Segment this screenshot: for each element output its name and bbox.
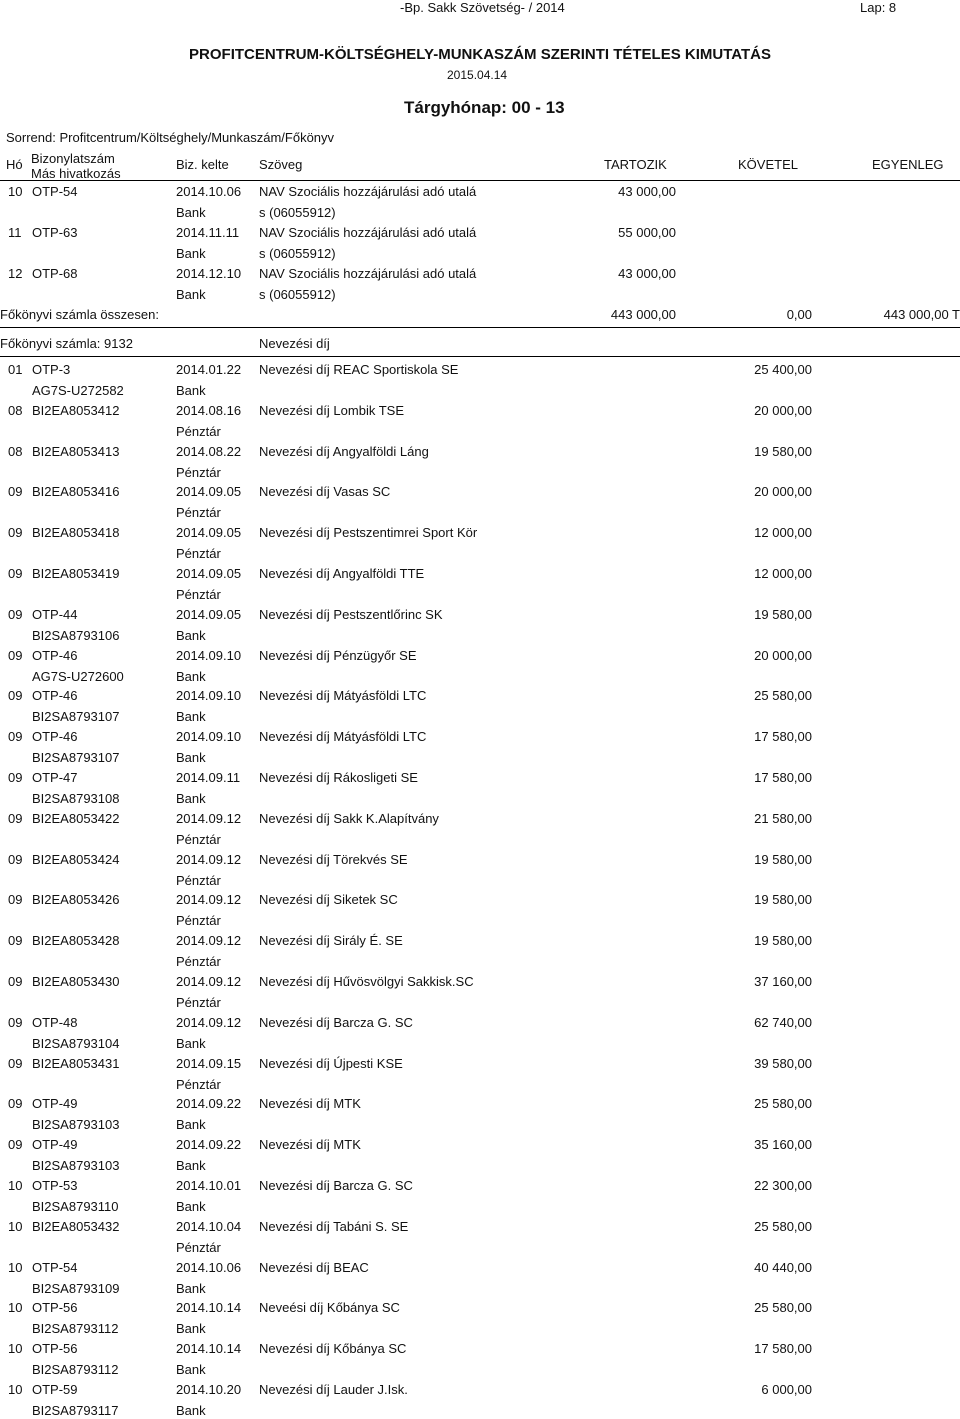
row-kovetel: 19 580,00 (754, 444, 812, 459)
row-month: 09 (8, 525, 23, 540)
row-date: 2014.01.22 (176, 362, 242, 377)
sort-order: Sorrend: Profitcentrum/Költséghely/Munkaszám/Főkönyv (6, 130, 335, 145)
page-number: Lap: 8 (860, 0, 897, 15)
row-source: Pénztár (176, 1240, 221, 1255)
row-text: Nevezési díj Törekvés SE (259, 852, 408, 867)
row-source: Bank (176, 791, 206, 806)
row-text: Nevezési díj BEAC (259, 1260, 369, 1275)
row-kovetel: 25 580,00 (754, 1300, 812, 1315)
row-kovetel: 20 000,00 (754, 648, 812, 663)
row-month: 10 (8, 1178, 23, 1193)
row-text: Nevezési díj Barcza G. SC (259, 1178, 413, 1193)
report-date: 2015.04.14 (447, 68, 508, 82)
row-voucher: OTP-44 (32, 607, 78, 622)
row-date: 2014.10.14 (176, 1300, 242, 1315)
row-source: Pénztár (176, 465, 221, 480)
row-text: NAV Szociális hozzájárulási adó utalá (259, 266, 477, 281)
row-voucher: BI2EA8053432 (32, 1219, 120, 1234)
row-source: Bank (176, 1199, 206, 1214)
row-month: 01 (8, 362, 23, 377)
row-kovetel: 25 580,00 (754, 1096, 812, 1111)
summary-tartozik: 443 000,00 (610, 307, 676, 322)
row-text: Nevezési díj Újpesti KSE (259, 1056, 403, 1071)
row-voucher: OTP-63 (32, 225, 78, 240)
row-date: 2014.09.22 (176, 1096, 242, 1111)
row-source: Bank (176, 628, 206, 643)
row-month: 09 (8, 688, 23, 703)
row-text: Nevezési díj MTK (259, 1096, 361, 1111)
row-reference: AG7S-U272582 (32, 383, 124, 398)
row-reference: BI2SA8793107 (32, 750, 120, 765)
row-text: Nevezési díj Mátyásföldi LTC (259, 729, 427, 744)
row-reference: BI2SA8793112 (32, 1321, 119, 1336)
row-month: 10 (8, 1300, 23, 1315)
row-text: Nevezési díj Lombik TSE (259, 403, 404, 418)
row-date: 2014.09.15 (176, 1056, 242, 1071)
row-month: 09 (8, 892, 23, 907)
row-text: Nevezési díj Sakk K.Alapítvány (259, 811, 439, 826)
row-date: 2014.10.20 (176, 1382, 242, 1397)
row-kovetel: 17 580,00 (754, 770, 812, 785)
row-voucher: OTP-48 (32, 1015, 78, 1030)
row-voucher: OTP-56 (32, 1341, 78, 1356)
row-source: Pénztár (176, 1077, 221, 1092)
row-date: 2014.08.16 (176, 403, 242, 418)
row-voucher: BI2EA8053426 (32, 892, 120, 907)
row-voucher: OTP-53 (32, 1178, 78, 1193)
row-text: Nevezési díj Rákosligeti SE (259, 770, 418, 785)
row-month: 12 (8, 266, 23, 281)
row-source: Pénztár (176, 873, 221, 888)
row-month: 11 (8, 225, 22, 240)
account-name: Nevezési díj (259, 336, 330, 351)
row-voucher: OTP-54 (32, 184, 78, 199)
row-month: 09 (8, 1015, 23, 1030)
row-reference: BI2SA8793108 (32, 791, 120, 806)
row-month: 10 (8, 1260, 23, 1275)
row-source: Pénztár (176, 954, 221, 969)
row-reference: BI2SA8793106 (32, 628, 120, 643)
row-month: 10 (8, 1382, 23, 1397)
row-text: Nevezési díj Pénzügyőr SE (259, 648, 417, 663)
row-source: Pénztár (176, 587, 221, 602)
report-title: PROFITCENTRUM-KÖLTSÉGHELY-MUNKASZÁM SZERINTI TÉTELES KIMUTATÁS (189, 46, 771, 63)
row-source: Bank (176, 1321, 206, 1336)
row-date: 2014.09.05 (176, 566, 242, 581)
row-tartozik: 43 000,00 (618, 184, 676, 199)
row-voucher: OTP-46 (32, 648, 78, 663)
row-kovetel: 25 580,00 (754, 688, 812, 703)
row-kovetel: 25 400,00 (754, 362, 812, 377)
row-reference: AG7S-U272600 (32, 669, 124, 684)
row-text: Nevezési díj MTK (259, 1137, 361, 1152)
row-text: NAV Szociális hozzájárulási adó utalá (259, 184, 477, 199)
row-text-cont: s (06055912) (259, 287, 336, 302)
account-label: Főkönyvi számla: 9132 (0, 336, 133, 351)
row-text: Nevezési díj Angyalföldi TTE (259, 566, 425, 581)
row-kovetel: 25 580,00 (754, 1219, 812, 1234)
col-egyenleg: EGYENLEG (872, 157, 944, 172)
row-voucher: BI2EA8053428 (32, 933, 120, 948)
row-kovetel: 21 580,00 (754, 811, 812, 826)
row-kovetel: 40 440,00 (754, 1260, 812, 1275)
row-kovetel: 62 740,00 (754, 1015, 812, 1030)
row-kovetel: 19 580,00 (754, 852, 812, 867)
row-month: 09 (8, 484, 23, 499)
row-voucher: OTP-54 (32, 1260, 78, 1275)
row-source: Bank (176, 287, 206, 302)
row-kovetel: 22 300,00 (754, 1178, 812, 1193)
row-voucher: OTP-59 (32, 1382, 78, 1397)
row-voucher: OTP-56 (32, 1300, 78, 1315)
row-voucher: OTP-68 (32, 266, 78, 281)
row-source: Bank (176, 1117, 206, 1132)
row-text: Nevezési díj Pestszentlőrinc SK (259, 607, 443, 622)
row-source: Bank (176, 669, 206, 684)
row-voucher: OTP-3 (32, 362, 71, 377)
row-month: 09 (8, 974, 23, 989)
row-kovetel: 35 160,00 (754, 1137, 812, 1152)
row-source: Bank (176, 205, 206, 220)
row-text: Nevezési díj Lauder J.Isk. (259, 1382, 408, 1397)
row-source: Bank (176, 1158, 206, 1173)
row-voucher: OTP-46 (32, 729, 78, 744)
row-voucher: OTP-46 (32, 688, 78, 703)
row-date: 2014.10.01 (176, 1178, 242, 1193)
col-kovetel: KÖVETEL (738, 157, 798, 172)
row-date: 2014.09.12 (176, 811, 242, 826)
row-month: 09 (8, 852, 23, 867)
row-source: Pénztár (176, 505, 221, 520)
col-tartozik: TARTOZIK (604, 157, 667, 172)
row-voucher: OTP-49 (32, 1096, 78, 1111)
row-month: 09 (8, 1096, 23, 1111)
col-biz-kelte: Biz. kelte (176, 157, 229, 172)
row-date: 2014.08.22 (176, 444, 242, 459)
row-text: Nevezési díj Kőbánya SC (259, 1341, 407, 1356)
row-month: 09 (8, 770, 23, 785)
summary-egyenleg: 443 000,00 T (883, 307, 960, 322)
row-text: Nevezési díj Sirály É. SE (259, 933, 403, 948)
row-date: 2014.09.05 (176, 607, 242, 622)
row-voucher: BI2EA8053412 (32, 403, 120, 418)
row-reference: BI2SA8793110 (32, 1199, 119, 1214)
row-date: 2014.11.11 (176, 225, 240, 240)
col-ho: Hó (6, 157, 23, 172)
row-source: Pénztár (176, 546, 221, 561)
row-kovetel: 20 000,00 (754, 484, 812, 499)
row-kovetel: 17 580,00 (754, 729, 812, 744)
row-date: 2014.09.10 (176, 648, 242, 663)
row-text: Nevezési díj Tabáni S. SE (259, 1219, 409, 1234)
row-tartozik: 43 000,00 (618, 266, 676, 281)
row-date: 2014.09.12 (176, 933, 242, 948)
row-date: 2014.10.06 (176, 184, 242, 199)
row-text: Nevezési díj Hűvösvölgyi Sakkisk.SC (259, 974, 474, 989)
header-divider (0, 180, 960, 181)
row-text: Neveési díj Kőbánya SC (259, 1300, 400, 1315)
row-source: Bank (176, 1036, 206, 1051)
target-month: Tárgyhónap: 00 - 13 (404, 98, 565, 117)
summary-label: Főkönyvi számla összesen: (0, 307, 159, 322)
row-reference: BI2SA8793109 (32, 1281, 120, 1296)
row-voucher: BI2EA8053416 (32, 484, 120, 499)
row-voucher: BI2EA8053431 (32, 1056, 120, 1071)
row-month: 10 (8, 184, 23, 199)
row-date: 2014.10.04 (176, 1219, 242, 1234)
row-month: 09 (8, 1056, 23, 1071)
row-voucher: OTP-47 (32, 770, 78, 785)
row-kovetel: 6 000,00 (761, 1382, 812, 1397)
row-reference: BI2SA8793103 (32, 1158, 120, 1173)
row-date: 2014.10.14 (176, 1341, 242, 1356)
row-text-cont: s (06055912) (259, 246, 336, 261)
row-text: Nevezési díj Mátyásföldi LTC (259, 688, 427, 703)
row-kovetel: 17 580,00 (754, 1341, 812, 1356)
row-text: Nevezési díj Vasas SC (259, 484, 391, 499)
row-source: Bank (176, 709, 206, 724)
summary-divider (0, 327, 960, 328)
row-source: Bank (176, 246, 206, 261)
row-date: 2014.09.10 (176, 729, 242, 744)
account-divider (0, 356, 960, 357)
row-date: 2014.09.10 (176, 688, 242, 703)
row-date: 2014.09.05 (176, 525, 242, 540)
summary-kovetel: 0,00 (786, 307, 812, 322)
row-month: 09 (8, 566, 23, 581)
row-reference: BI2SA8793112 (32, 1362, 119, 1377)
report-org-header: -Bp. Sakk Szövetség- / 2014 (400, 0, 565, 15)
row-date: 2014.10.06 (176, 1260, 242, 1275)
row-date: 2014.09.22 (176, 1137, 242, 1152)
row-source: Pénztár (176, 832, 221, 847)
row-source: Bank (176, 383, 206, 398)
row-month: 09 (8, 811, 23, 826)
row-reference: BI2SA8793104 (32, 1036, 120, 1051)
row-voucher: BI2EA8053418 (32, 525, 120, 540)
row-reference: BI2SA8793107 (32, 709, 120, 724)
row-date: 2014.09.05 (176, 484, 242, 499)
row-reference: BI2SA8793117 (32, 1403, 119, 1418)
row-kovetel: 37 160,00 (754, 974, 812, 989)
row-voucher: BI2EA8053422 (32, 811, 120, 826)
row-date: 2014.09.12 (176, 892, 242, 907)
row-text: Nevezési díj Pestszentimrei Sport Kör (259, 525, 478, 540)
row-month: 09 (8, 729, 23, 744)
row-source: Bank (176, 750, 206, 765)
row-source: Bank (176, 1403, 206, 1418)
row-text: Nevezési díj REAC Sportiskola SE (259, 362, 459, 377)
row-month: 10 (8, 1219, 23, 1234)
row-source: Pénztár (176, 424, 221, 439)
row-voucher: BI2EA8053419 (32, 566, 120, 581)
row-date: 2014.09.11 (176, 770, 241, 785)
row-source: Bank (176, 1281, 206, 1296)
row-month: 10 (8, 1341, 23, 1356)
row-text: Nevezési díj Angyalföldi Láng (259, 444, 429, 459)
col-szoveg: Szöveg (259, 157, 303, 172)
row-date: 2014.09.12 (176, 852, 242, 867)
row-voucher: BI2EA8053413 (32, 444, 120, 459)
row-kovetel: 19 580,00 (754, 607, 812, 622)
row-text: NAV Szociális hozzájárulási adó utalá (259, 225, 477, 240)
row-kovetel: 20 000,00 (754, 403, 812, 418)
row-source: Pénztár (176, 995, 221, 1010)
row-month: 09 (8, 648, 23, 663)
row-voucher: BI2EA8053430 (32, 974, 120, 989)
row-month: 08 (8, 444, 23, 459)
row-kovetel: 19 580,00 (754, 892, 812, 907)
row-tartozik: 55 000,00 (618, 225, 676, 240)
row-month: 09 (8, 1137, 23, 1152)
row-text: Nevezési díj Siketek SC (259, 892, 398, 907)
row-kovetel: 39 580,00 (754, 1056, 812, 1071)
row-kovetel: 12 000,00 (754, 566, 812, 581)
row-month: 09 (8, 933, 23, 948)
row-source: Bank (176, 1362, 206, 1377)
row-reference: BI2SA8793103 (32, 1117, 120, 1132)
col-bizonylatszam: Bizonylatszám (31, 151, 115, 166)
row-month: 08 (8, 403, 23, 418)
row-source: Pénztár (176, 913, 221, 928)
row-date: 2014.09.12 (176, 974, 242, 989)
row-text-cont: s (06055912) (259, 205, 336, 220)
row-date: 2014.12.10 (176, 266, 242, 281)
row-kovetel: 19 580,00 (754, 933, 812, 948)
row-voucher: OTP-49 (32, 1137, 78, 1152)
row-date: 2014.09.12 (176, 1015, 242, 1030)
row-kovetel: 12 000,00 (754, 525, 812, 540)
col-mas-hivatkozas: Más hivatkozás (31, 166, 121, 181)
row-voucher: BI2EA8053424 (32, 852, 120, 867)
row-month: 09 (8, 607, 23, 622)
row-text: Nevezési díj Barcza G. SC (259, 1015, 413, 1030)
